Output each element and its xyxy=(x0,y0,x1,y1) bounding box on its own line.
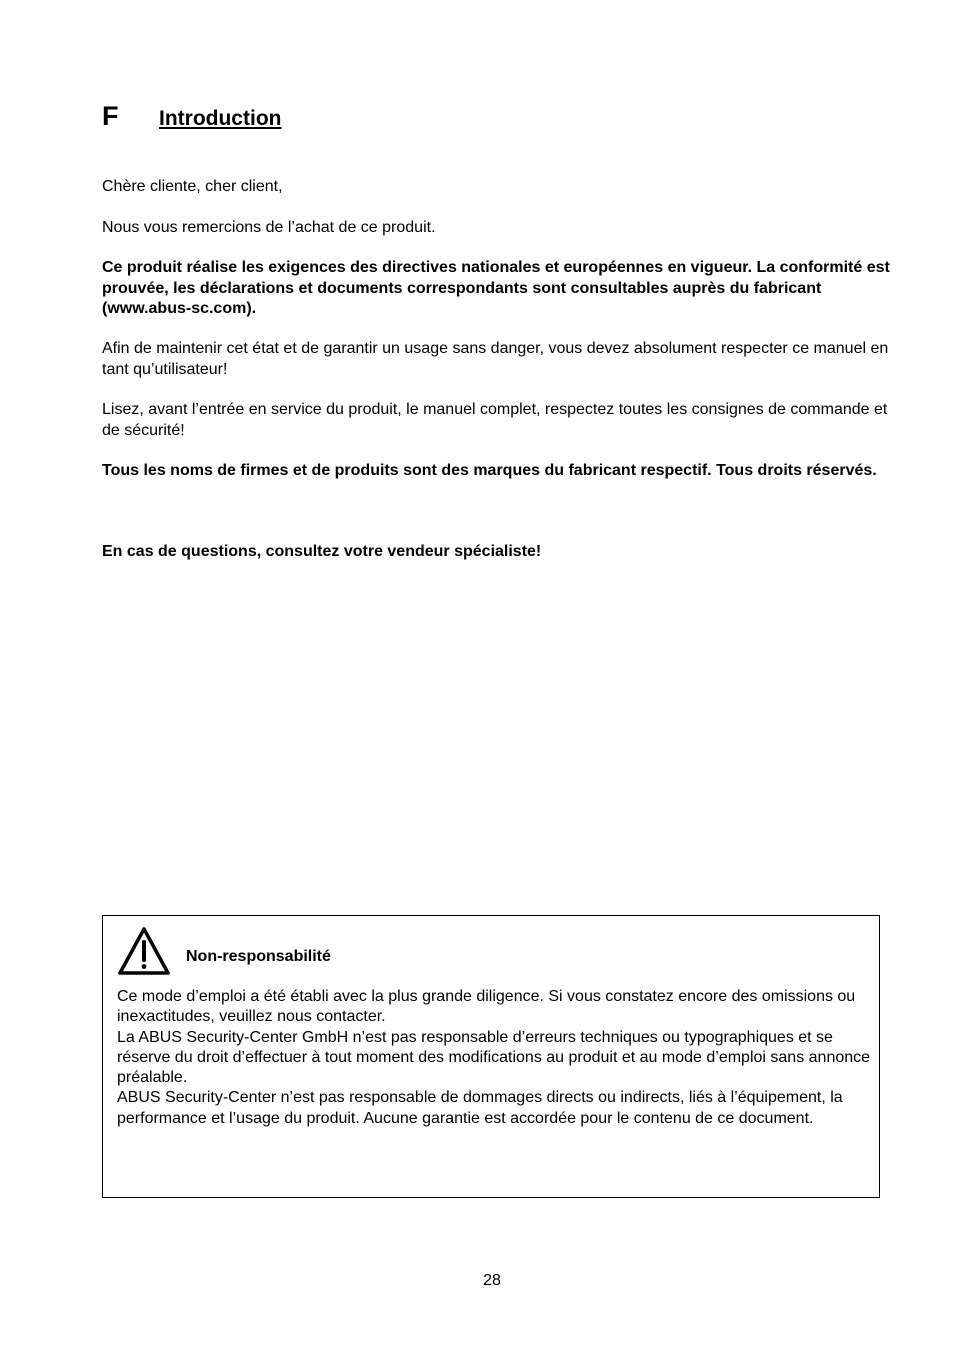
disclaimer-body xyxy=(117,987,879,1129)
greeting-paragraph: Chère cliente, cher client, xyxy=(102,178,283,195)
disclaimer-title: Non-responsabilité xyxy=(186,948,331,965)
thanks-paragraph: Nous vous remercions de l’achat de ce produit. xyxy=(102,219,436,236)
page-number: 28 xyxy=(483,1272,501,1289)
maintain-paragraph: Afin de maintenir cet état et de garantir un usage sans danger, vous devez absolument respecter ce manuel en tant qu’utilisateur! xyxy=(102,340,889,378)
section-letter: F xyxy=(102,101,119,131)
page-title: Introduction xyxy=(159,107,282,130)
disclaimer-text-errors: La ABUS Security-Center GmbH n’est pas responsable d’erreurs techniques ou typographiques et se réserve du droit d’effectuer à tout moment des modifications au produit et au mode d’emploi sans annonce préalable. xyxy=(117,1028,871,1087)
read-manual-paragraph: Lisez, avant l’entrée en service du produit, le manuel complet, respectez toutes les consignes de commande et de sécurité! xyxy=(102,401,888,439)
warning-triangle-icon xyxy=(118,926,170,976)
disclaimer-box xyxy=(102,915,880,1198)
trademarks-paragraph: Tous les noms de firmes et de produits sont des marques du fabricant respectif. Tous droits réservés. xyxy=(102,462,877,479)
disclaimer-text-diligence: Ce mode d’emploi a été établi avec la plus grande diligence. Si vous constatez encore des omissions ou inexactitudes, veuillez nous contacter. xyxy=(117,988,856,1026)
questions-paragraph: En cas de questions, consultez votre vendeur spécialiste! xyxy=(102,543,542,560)
conformity-paragraph: Ce produit réalise les exigences des directives nationales et européennes en vigueur. La conformité est prouvée, les déclarations et documents correspondants sont consultables auprès du fabricant (www.abus-sc.com). xyxy=(102,259,890,317)
disclaimer-text-damages: ABUS Security-Center n’est pas responsable de dommages directs ou indirects, liés à l’équipement, la performance et l’usage du produit. Aucune garantie est accordée pour le contenu de ce document. xyxy=(117,1089,843,1127)
